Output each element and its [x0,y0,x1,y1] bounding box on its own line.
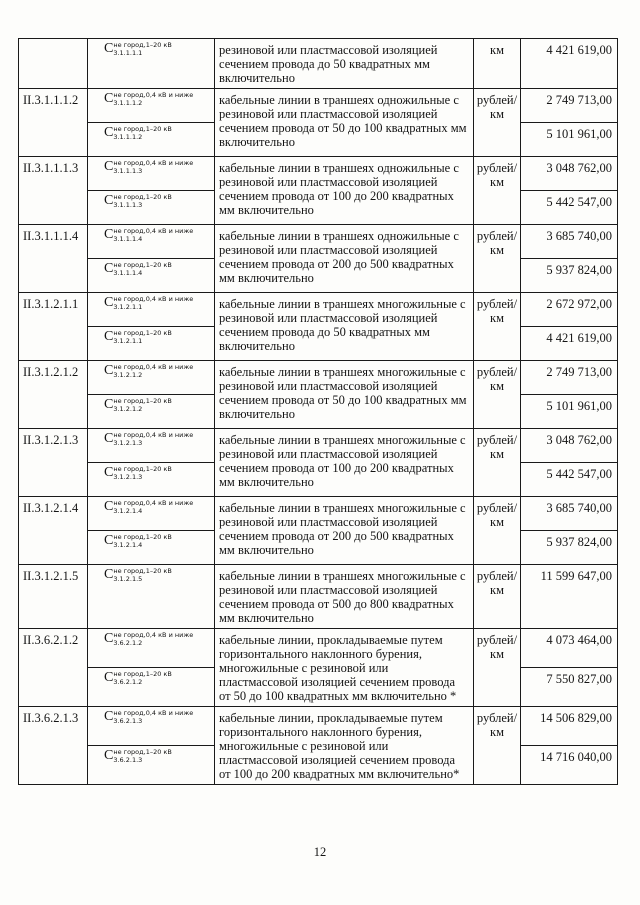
rate-symbol-superscript: не город,1–20 кВ [113,465,172,473]
rate-symbol-subscript: 3.1.2.1.1 [113,303,143,311]
price-cell: 14 716 040,00 [521,746,618,785]
row-code: II.3.1.1.1.4 [19,225,88,293]
rate-symbol-superscript: не город,0,4 кВ и ниже [113,709,194,717]
rate-symbol [88,395,214,413]
rate-symbol-superscript: не город,1–20 кВ [113,125,172,133]
row-code: II.3.1.2.1.2 [19,361,88,429]
symbol-cell [88,191,215,225]
table-row [19,361,618,395]
symbol-cell [88,157,215,191]
price-cell: 5 101 961,00 [521,395,618,429]
rate-symbol-subscript: 3.6.2.1.3 [113,756,143,764]
symbol-cell [88,746,215,785]
unit-cell: рублей/ км [474,565,521,629]
rate-symbol-letter: C [104,261,114,276]
rate-symbol-letter: C [104,329,114,344]
rate-symbol-superscript: не город,1–20 кВ [113,748,172,756]
rate-symbol-letter: C [104,533,114,548]
rate-symbol-letter: C [104,709,114,724]
rate-symbol-superscript: не город,0,4 кВ и ниже [113,631,194,639]
row-code: II.3.1.2.1.4 [19,497,88,565]
rate-symbol-subscript: 3.6.2.1.3 [113,717,143,725]
price-cell: 3 685 740,00 [521,497,618,531]
description-cell: кабельные линии в траншеях многожильные с резиновой или пластмассовой изоляцией сечением провода от 50 до 100 квадратных мм включительно [215,361,474,429]
rate-symbol [88,746,214,764]
rate-symbol [88,629,214,647]
rate-symbol-superscript: не город,1–20 кВ [113,670,172,678]
symbol-cell [88,259,215,293]
rate-symbol-letter: C [104,499,114,514]
table-row [19,497,618,531]
price-cell: 5 101 961,00 [521,123,618,157]
rate-symbol-superscript: не город,1–20 кВ [113,567,172,575]
description-cell: кабельные линии, прокладываемые путем горизонтального наклонного бурения, многожильные с резиновой или пластмассовой изоляцией сечением провода от 100 до 200 квадратных мм включительно* [215,707,474,785]
rate-symbol-subscript: 3.1.2.1.3 [113,473,143,481]
price-cell: 5 442 547,00 [521,191,618,225]
rate-symbol-subscript: 3.6.2.1.2 [113,639,143,647]
rate-symbol [88,361,214,379]
tariff-table-body [19,39,618,785]
symbol-cell [88,629,215,668]
price-cell: 7 550 827,00 [521,668,618,707]
table-row [19,89,618,123]
row-code: II.3.1.1.1.3 [19,157,88,225]
symbol-cell [88,668,215,707]
rate-symbol [88,565,214,583]
table-row-continued [19,39,618,89]
description-cell: кабельные линии в траншеях многожильные с резиновой или пластмассовой изоляцией сечением провода до 50 квадратных мм включительно [215,293,474,361]
rate-symbol [88,39,214,57]
rate-symbol [88,668,214,686]
table-row [19,429,618,463]
rate-symbol-subscript: 3.1.1.1.4 [113,269,143,277]
rate-symbol [88,327,214,345]
rate-symbol [88,89,214,107]
rate-symbol-subscript: 3.6.2.1.2 [113,678,143,686]
rate-symbol [88,497,214,515]
rate-symbol-letter: C [104,295,114,310]
rate-symbol-subscript: 3.1.2.1.4 [113,507,143,515]
symbol-cell [88,395,215,429]
symbol-cell [88,707,215,746]
rate-symbol [88,191,214,209]
symbol-cell [88,89,215,123]
rate-symbol [88,531,214,549]
rate-symbol-superscript: не город,0,4 кВ и ниже [113,227,194,235]
price-cell: 5 937 824,00 [521,259,618,293]
row-code: II.3.1.2.1.1 [19,293,88,361]
description-cell: кабельные линии в траншеях многожильные с резиновой или пластмассовой изоляцией сечением провода от 200 до 500 квадратных мм включительно [215,497,474,565]
price-cell: 5 937 824,00 [521,531,618,565]
rate-symbol-subscript: 3.1.2.1.1 [113,337,143,345]
rate-symbol [88,157,214,175]
rate-symbol-subscript: 3.1.2.1.4 [113,541,143,549]
rate-symbol [88,259,214,277]
description-cell: кабельные линии в траншеях одножильные с резиновой или пластмассовой изоляцией сечением провода от 200 до 500 квадратных мм включительно [215,225,474,293]
price-cell: 3 048 762,00 [521,429,618,463]
rate-symbol-letter: C [104,631,114,646]
price-cell: 4 073 464,00 [521,629,618,668]
symbol-cell [88,39,215,89]
rate-symbol-subscript: 3.1.1.1.2 [113,99,143,107]
rate-symbol-subscript: 3.1.1.1.3 [113,167,143,175]
rate-symbol-superscript: не город,1–20 кВ [113,261,172,269]
unit-cell: рублей/ км [474,157,521,225]
symbol-cell [88,429,215,463]
price-cell: 14 506 829,00 [521,707,618,746]
table-row [19,157,618,191]
rate-symbol [88,123,214,141]
rate-symbol-subscript: 3.1.1.1.1 [113,49,143,57]
rate-symbol-subscript: 3.1.1.1.3 [113,201,143,209]
table-row [19,225,618,259]
rate-symbol-superscript: не город,1–20 кВ [113,397,172,405]
symbol-cell [88,497,215,531]
rate-symbol-superscript: не город,0,4 кВ и ниже [113,363,194,371]
rate-symbol-letter: C [104,363,114,378]
symbol-cell [88,361,215,395]
rate-symbol-subscript: 3.1.2.1.2 [113,405,143,413]
rate-symbol-subscript: 3.1.2.1.5 [113,575,143,583]
rate-symbol-letter: C [104,125,114,140]
symbol-cell [88,531,215,565]
rate-symbol-subscript: 3.1.2.1.2 [113,371,143,379]
rate-symbol-subscript: 3.1.1.1.2 [113,133,143,141]
rate-symbol [88,429,214,447]
unit-cell: рублей/ км [474,429,521,497]
row-code: II.3.1.1.1.2 [19,89,88,157]
rate-symbol-letter: C [104,567,114,582]
rate-symbol-superscript: не город,0,4 кВ и ниже [113,499,194,507]
unit-cell: рублей/ км [474,629,521,707]
rate-symbol-superscript: не город,0,4 кВ и ниже [113,91,194,99]
rate-symbol-letter: C [104,670,114,685]
rate-symbol-letter: C [104,41,114,56]
code-cell-empty [19,39,88,89]
table-row [19,293,618,327]
symbol-cell [88,225,215,259]
rate-symbol-letter: C [104,431,114,446]
description-cell: кабельные линии в траншеях одножильные с резиновой или пластмассовой изоляцией сечением провода от 50 до 100 квадратных мм включительно [215,89,474,157]
price-cell: 2 672 972,00 [521,293,618,327]
table-row [19,707,618,746]
unit-cell: рублей/ км [474,707,521,785]
rate-symbol-superscript: не город,1–20 кВ [113,533,172,541]
rate-symbol-superscript: не город,0,4 кВ и ниже [113,431,194,439]
unit-cell: рублей/ км [474,225,521,293]
rate-symbol-superscript: не город,1–20 кВ [113,41,172,49]
price-cell: 11 599 647,00 [521,565,618,629]
rate-symbol-superscript: не город,1–20 кВ [113,329,172,337]
price-cell: 4 421 619,00 [521,39,618,89]
rate-symbol [88,225,214,243]
description-cell: кабельные линии в траншеях многожильные с резиновой или пластмассовой изоляцией сечением провода от 500 до 800 квадратных мм включительно [215,565,474,629]
row-code: II.3.1.2.1.3 [19,429,88,497]
price-cell: 5 442 547,00 [521,463,618,497]
rate-symbol-subscript: 3.1.2.1.3 [113,439,143,447]
rate-symbol-superscript: не город,0,4 кВ и ниже [113,295,194,303]
rate-symbol-letter: C [104,91,114,106]
row-code: II.3.6.2.1.3 [19,707,88,785]
unit-cell: км [474,39,521,89]
rate-symbol [88,463,214,481]
symbol-cell [88,565,215,629]
rate-symbol-letter: C [104,227,114,242]
symbol-cell [88,123,215,157]
page-number: 12 [313,845,327,859]
rate-symbol-superscript: не город,1–20 кВ [113,193,172,201]
row-code: II.3.1.2.1.5 [19,565,88,629]
price-cell: 2 749 713,00 [521,361,618,395]
description-cell: кабельные линии, прокладываемые путем горизонтального наклонного бурения, многожильные с резиновой или пластмассовой изоляцией сечением провода от 50 до 100 квадратных мм включительно * [215,629,474,707]
unit-cell: рублей/ км [474,89,521,157]
rate-symbol-letter: C [104,193,114,208]
rate-symbol-letter: C [104,748,114,763]
description-cell: резиновой или пластмассовой изоляцией сечением провода до 50 квадратных мм включительно [215,39,474,89]
description-cell: кабельные линии в траншеях одножильные с резиновой или пластмассовой изоляцией сечением провода от 100 до 200 квадратных мм включительно [215,157,474,225]
rate-symbol-superscript: не город,0,4 кВ и ниже [113,159,194,167]
symbol-cell [88,293,215,327]
table-row [19,565,618,629]
tariff-table [18,38,618,785]
rate-symbol [88,707,214,725]
rate-symbol-letter: C [104,159,114,174]
unit-cell: рублей/ км [474,361,521,429]
unit-cell: рублей/ км [474,497,521,565]
rate-symbol-subscript: 3.1.1.1.4 [113,235,143,243]
price-cell: 3 685 740,00 [521,225,618,259]
rate-symbol-letter: C [104,465,114,480]
unit-cell: рублей/ км [474,293,521,361]
price-cell: 4 421 619,00 [521,327,618,361]
description-cell: кабельные линии в траншеях многожильные с резиновой или пластмассовой изоляцией сечением провода от 100 до 200 квадратных мм включительно [215,429,474,497]
symbol-cell [88,463,215,497]
symbol-cell [88,327,215,361]
row-code: II.3.6.2.1.2 [19,629,88,707]
rate-symbol [88,293,214,311]
price-cell: 3 048 762,00 [521,157,618,191]
rate-symbol-letter: C [104,397,114,412]
price-cell: 2 749 713,00 [521,89,618,123]
table-row [19,629,618,668]
